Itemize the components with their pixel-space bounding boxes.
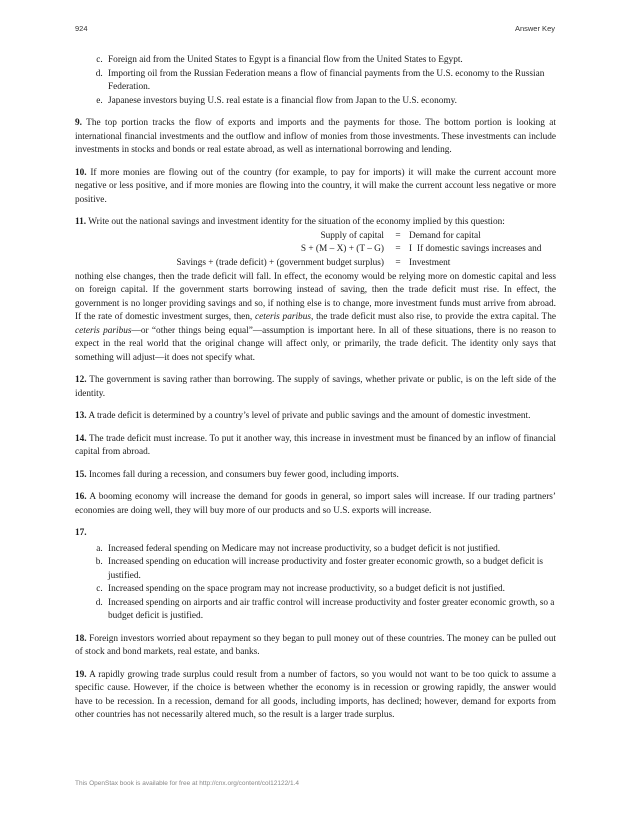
answer-text: If more monies are flowing out of the country (for example, to pay for imports) it will make the current account more negative or less positive, and if more monies are flowing into the country, it will make the current account less negative or more positive.	[75, 167, 556, 205]
answer-18	[75, 633, 556, 660]
answer-text: A booming economy will increase the demand for goods in general, so import sales will increase. If our trading partners’ economies are doing well, they will buy more of our products and so U.S. exports will increase.	[75, 492, 557, 516]
answer-number: 18.	[75, 633, 87, 644]
answer-11-continued	[75, 271, 556, 366]
answer-text: The trade deficit must increase. To put it another way, this increase in investment must be financed by an inflow of financial capital from abroad.	[75, 433, 557, 457]
answer-number: 12.	[75, 375, 87, 385]
answer-text: nothing else changes, then the trade deficit will fall. In effect, the economy would be relying more on domestic capital and less on foreign capital. If the government starts borrowing instead of saving, then the trade deficit must rise. In effect, the government is no longer providing savings and so, if nothing else is to change, more investment funds must arrive from abroad. If the rate of domestic investment surges, then,	[75, 271, 556, 322]
identity-right: Demand for capital	[409, 230, 481, 241]
list-item: d. Importing oil from the Russian Federation means a flow of financial payments from the U.S. economy to the Russian Federation.	[105, 68, 556, 95]
page-number: 924	[75, 24, 88, 33]
answer-14	[75, 433, 556, 460]
section-title: Answer Key	[514, 24, 555, 33]
answer-9	[75, 117, 556, 158]
identity-side-text: If domestic savings increases and	[417, 244, 542, 254]
answer-number: 9.	[75, 118, 82, 128]
identity-left: Savings + (trade deficit) + (government budget surplus)	[176, 257, 384, 268]
identity-right: Investment	[409, 257, 451, 268]
answer-text: A rapidly growing trade surplus could result from a number of factors, so you would not want to be too quick to assume a specific cause. However, if the choice is between whether the economy is in recession or growing rapidly, the answer would have to be recession. In a recession, demand for all goods, including imports, has declined; however, demand for exports from other countries has not necessarily altered much, so the result is a larger trade surplus.	[75, 669, 556, 720]
identity-left: S + (M – X) + (T – G)	[300, 244, 384, 254]
identity-right: I	[409, 244, 413, 254]
list-item: e. Japanese investors buying U.S. real estate is a financial flow from Japan to the U.S. economy.	[105, 95, 556, 109]
answer-text: Foreign investors worried about repayment so they began to pull money out of these countries. The money can be pulled out of stock and bond markets, real estate, and banks.	[75, 633, 556, 657]
answer-text: —or “other things being equal”—assumption is important here. In all of these situations, there is no reason to expect in the real world that the original change will affect only, or primarily, the trade deficit. The identity only says that something will adjust—it does not specify what.	[75, 325, 556, 363]
answer-text: The government is saving rather than borrowing. The supply of savings, whether private or public, is on the left side of the identity.	[75, 375, 556, 399]
identity-left: Supply of capital	[320, 230, 384, 241]
answer-15	[75, 469, 556, 483]
answer-10	[75, 167, 556, 208]
list-item: a. Increased federal spending on Medicare may not increase productivity, so a budget deficit is not justified.	[105, 543, 556, 557]
list-item: b. Increased spending on education will increase productivity and foster greater economic growth, so a budget deficit is justified.	[105, 556, 556, 583]
answer-number: 10.	[75, 167, 87, 178]
answer-number: 17.	[75, 528, 87, 538]
answer-text: The top portion tracks the flow of exports and imports and the payments for those. The bottom portion is looking at international financial investments and the outflow and inflow of monies from those investments. These investments can include investments in stocks and bonds or real estate abroad, as well as international borrowing and lending.	[75, 118, 557, 155]
answer-text: Incomes fall during a recession, and consumers buy fewer good, including imports.	[88, 469, 399, 480]
answer-number: 13.	[75, 411, 87, 421]
answer-number: 11.	[75, 217, 87, 227]
answer-16	[75, 491, 556, 518]
list-item: d. Increased spending on airports and air traffic control will increase productivity and foster greater economic growth, so a budget deficit is justified.	[105, 597, 556, 624]
answer-17	[75, 527, 556, 541]
answer-19	[75, 669, 556, 723]
answer-number: 14.	[75, 433, 87, 444]
answer-12	[75, 374, 556, 401]
identity-equals: =	[395, 230, 401, 241]
answer-13	[75, 410, 556, 424]
identity-equals: =	[395, 244, 401, 254]
ceteris-paribus-term: ceteris paribus	[255, 312, 311, 322]
answer-text: A trade deficit is determined by a country’s level of private and public savings and the amount of domestic investment.	[88, 411, 531, 421]
answer-text: Write out the national savings and investment identity for the situation of the economy implied by this question:	[88, 217, 505, 227]
ceteris-paribus-term: ceteris paribus	[75, 325, 132, 336]
answer-number: 19.	[75, 669, 87, 680]
answer-11	[75, 216, 556, 230]
identity-equals: =	[395, 257, 401, 268]
answer-number: 16.	[75, 492, 87, 502]
answer-key-content	[75, 54, 556, 732]
answer-number: 15.	[75, 469, 87, 480]
savings-investment-identity	[75, 230, 556, 270]
list-item: c. Foreign aid from the United States to Egypt is a financial flow from the United States to Egypt.	[105, 54, 556, 68]
page-footer: This OpenStax book is available for free at http://cnx.org/content/col12122/1.4	[75, 780, 300, 787]
list-item: c. Increased spending on the space program may not increase productivity, so a budget deficit is not justified.	[105, 583, 556, 597]
answer-text: , the trade deficit must also rise, to provide the extra capital. The	[310, 312, 556, 322]
prev-answer-list	[75, 54, 556, 108]
answer-17-list	[75, 543, 556, 624]
